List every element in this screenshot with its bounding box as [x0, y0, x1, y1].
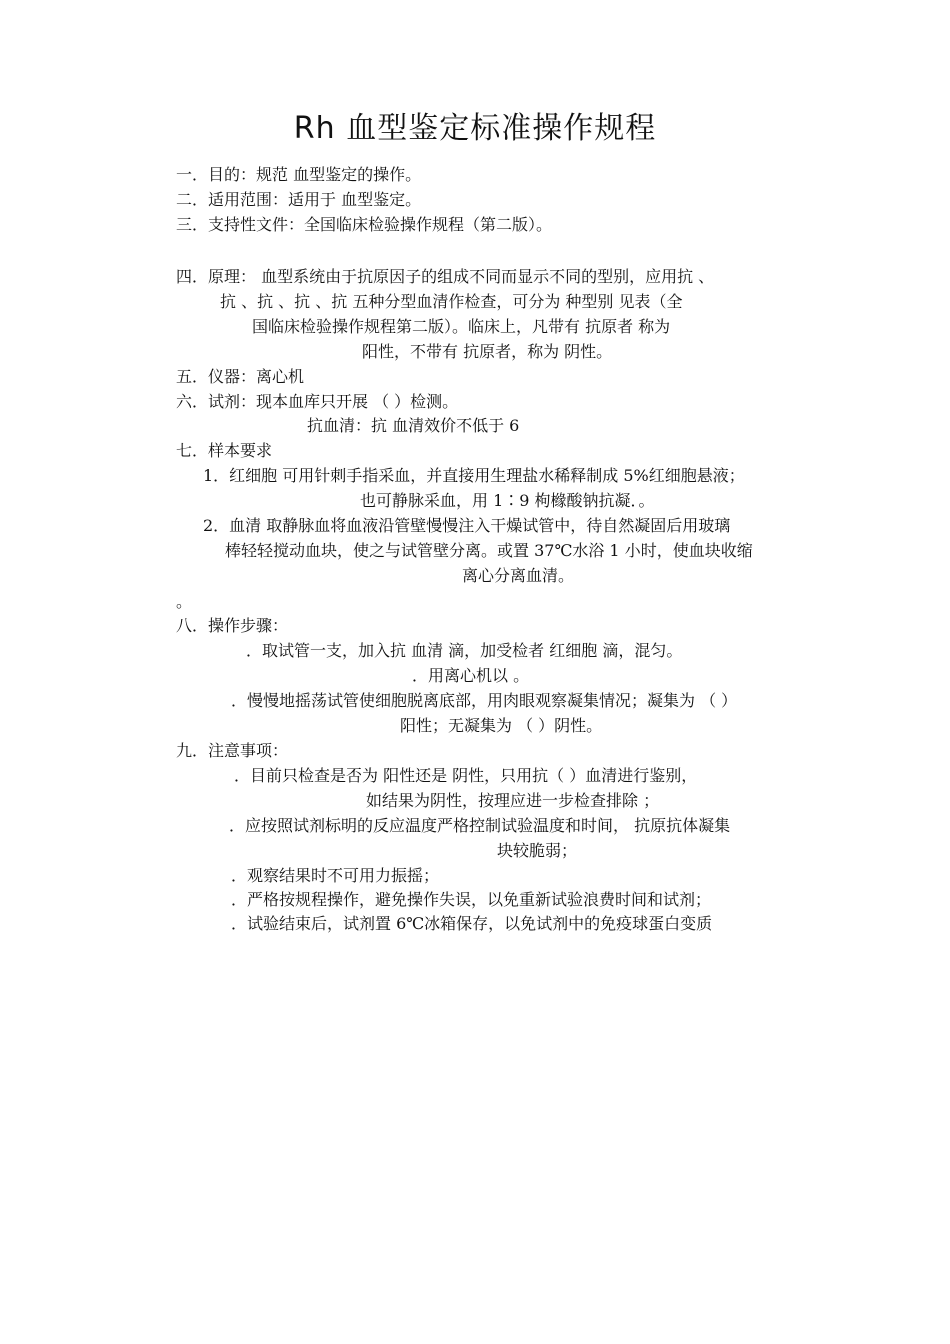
procedure-step-2: ．用离心机以 。	[412, 666, 530, 685]
procedure-step-1: ．取试管一支，加入抗 血清 滴，加受检者 红细胞 滴，混匀。	[246, 641, 683, 660]
stray-period: 。	[176, 592, 193, 611]
principle-line-1: 四．原理： 血型系统由于抗原因子的组成不同而显示不同的型别，应用抗 、	[176, 267, 715, 286]
page-title: Rh 血型鉴定标准操作规程	[293, 111, 657, 146]
note-1-line-2: 如结果为阴性，按理应进一步检查排除 ；	[366, 791, 660, 810]
purpose-line: 一．目的：规范 血型鉴定的操作。	[176, 165, 422, 184]
procedure-step-3-line-2: 阳性；无凝集为 （ ）阴性。	[400, 716, 603, 735]
note-3: ．观察结果时不可用力振摇；	[231, 866, 440, 885]
scope-line: 二．适用范围：适用于 血型鉴定。	[176, 190, 422, 209]
procedure-heading: 八．操作步骤：	[176, 616, 289, 635]
reference-line: 三．支持性文件：全国临床检验操作规程（第二版）。	[176, 215, 553, 234]
sample-rbc-line-1: 1．红细胞 可用针刺手指采血，并直接用生理盐水稀释制成 5%红细胞悬液；	[203, 466, 745, 485]
notes-heading: 九．注意事项：	[176, 741, 289, 760]
sample-serum-line-2: 棒轻轻搅动血块，使之与试管壁分离。或置 37℃水浴 1 小时，使血块收缩	[225, 541, 753, 560]
note-5: ．试验结束后，试剂置 6℃冰箱保存，以免试剂中的免疫球蛋白变质	[231, 914, 713, 933]
principle-line-4: 阳性，不带有 抗原者，称为 阴性。	[362, 342, 613, 361]
sample-rbc-line-2: 也可静脉采血，用 1∶9 枸橼酸钠抗凝．。	[360, 491, 655, 510]
sample-serum-line-3: 离心分离血清。	[462, 566, 575, 585]
equipment-line: 五．仪器：离心机	[176, 367, 305, 386]
note-2-line-1: ．应按照试剂标明的反应温度严格控制试验温度和时间， 抗原抗体凝集	[229, 816, 731, 835]
sample-heading: 七．样本要求	[176, 441, 273, 460]
note-4: ．严格按规程操作，避免操作失误，以免重新试验浪费时间和试剂；	[231, 890, 712, 909]
note-2-line-2: 块较脆弱；	[497, 841, 578, 860]
antiserum-line: 抗血清：抗 血清效价不低于 6	[307, 416, 520, 435]
procedure-step-3-line-1: ．慢慢地摇荡试管使细胞脱离底部，用肉眼观察凝集情况；凝集为 （ ）	[231, 691, 738, 710]
principle-line-3: 国临床检验操作规程第二版）。临床上，凡带有 抗原者 称为	[252, 317, 671, 336]
note-1-line-1: ．目前只检查是否为 阳性还是 阴性，只用抗（ ）血清进行鉴别，	[234, 766, 698, 785]
principle-line-2: 抗 、抗 、抗 、抗 五种分型血清作检查，可分为 种型别 见表（全	[220, 292, 683, 311]
sample-serum-line-1: 2．血清 取静脉血将血液沿管壁慢慢注入干燥试管中，待自然凝固后用玻璃	[203, 516, 731, 535]
reagent-line: 六．试剂：现本血库只开展 （ ）检测。	[176, 392, 459, 411]
